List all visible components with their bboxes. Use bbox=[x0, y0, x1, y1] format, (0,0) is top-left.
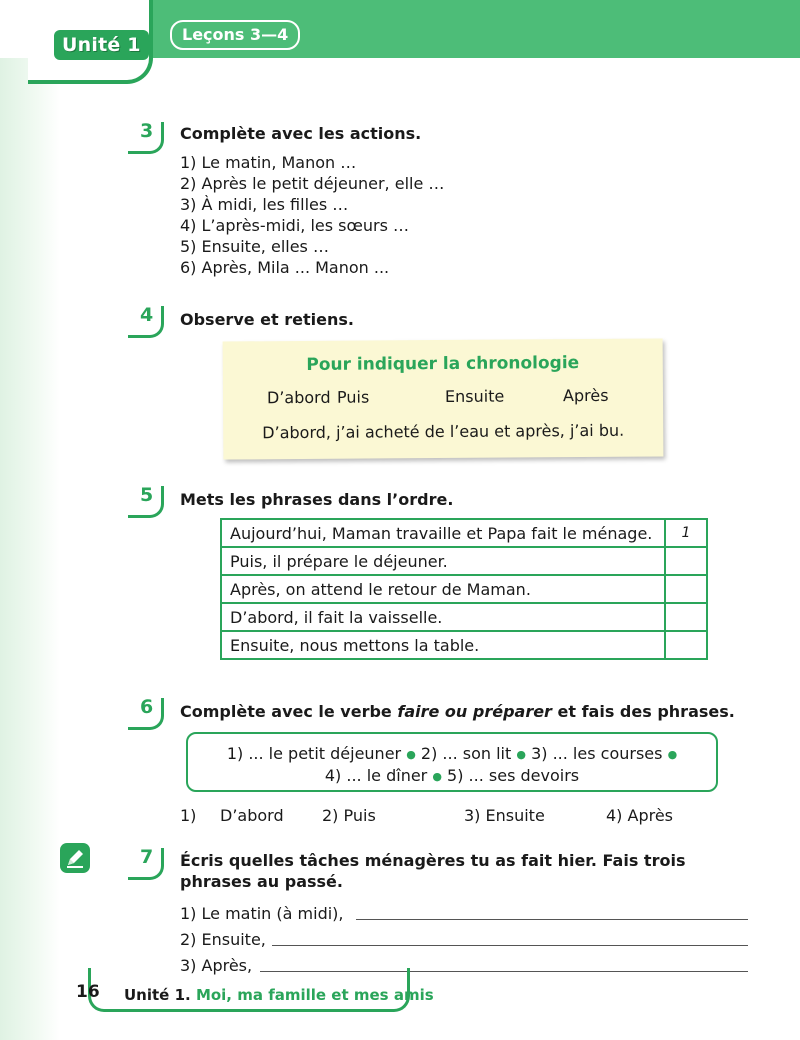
phrase-line-2 bbox=[188, 766, 716, 785]
list-item: 2) Après le petit déjeuner, elle … bbox=[180, 174, 445, 193]
order-cell[interactable] bbox=[665, 575, 707, 603]
write-line-label: 1) Le matin (à midi), bbox=[180, 904, 344, 923]
phrase-line-1 bbox=[188, 744, 716, 763]
list-item: 5) Ensuite, elles … bbox=[180, 237, 329, 256]
list-item: 4) L’après-midi, les sœurs … bbox=[180, 216, 410, 235]
exercise-7-number: 7 bbox=[128, 848, 168, 882]
list-item: 6) Après, Mila ... Manon ... bbox=[180, 258, 390, 277]
exercise-5-instruction: Mets les phrases dans l’ordre. bbox=[180, 490, 454, 509]
table-row bbox=[221, 631, 707, 659]
sentence-cell: Après, on attend le retour de Maman. bbox=[221, 575, 665, 603]
unit-badge: Unité 1 bbox=[54, 30, 149, 60]
phrase-item: 1) ... le petit déjeuner bbox=[226, 744, 402, 763]
exercise-6-number: 6 bbox=[128, 698, 168, 732]
table-row bbox=[221, 547, 707, 575]
exercise-3-number: 3 bbox=[128, 122, 168, 156]
phrase-item: 5) ... ses devoirs bbox=[447, 766, 580, 785]
phrase-box bbox=[186, 732, 718, 792]
write-line-label: 3) Après, bbox=[180, 956, 253, 975]
phrase-item: 3) ... les courses bbox=[531, 744, 663, 763]
chronology-words bbox=[223, 385, 663, 408]
exercise-4-number: 4 bbox=[128, 306, 168, 340]
word-ensuite: Ensuite bbox=[444, 386, 505, 406]
word-puis: Puis bbox=[336, 387, 370, 407]
lessons-badge: Leçons 3—4 bbox=[170, 20, 300, 50]
sequence-item: D’abord bbox=[220, 806, 284, 825]
phrase-item: 4) ... le dîner bbox=[324, 766, 428, 785]
table-row bbox=[221, 575, 707, 603]
order-cell[interactable] bbox=[665, 547, 707, 575]
order-cell[interactable]: 1 bbox=[665, 519, 707, 547]
pencil-icon bbox=[60, 843, 90, 873]
sequence-item: 3) Ensuite bbox=[464, 806, 545, 825]
footer-unit-title: Unité 1. Moi, ma famille et mes amis bbox=[124, 986, 434, 1004]
bullet-icon: ● bbox=[516, 748, 526, 761]
sentence-cell: Aujourd’hui, Maman travaille et Papa fait le ménage. bbox=[221, 519, 665, 547]
sentence-cell: Ensuite, nous mettons la table. bbox=[221, 631, 665, 659]
note-title: Pour indiquer la chronologie bbox=[306, 353, 580, 375]
exercise-4-instruction: Observe et retiens. bbox=[180, 310, 354, 329]
list-item: 3) À midi, les filles … bbox=[180, 195, 349, 214]
exercise-5-number: 5 bbox=[128, 486, 168, 520]
order-cell[interactable] bbox=[665, 603, 707, 631]
note-example: D’abord, j’ai acheté de l’eau et après, j’ai bu. bbox=[262, 420, 625, 443]
order-table bbox=[220, 518, 708, 660]
exercise-3-instruction: Complète avec les actions. bbox=[180, 124, 422, 143]
exercise-7-instruction: Écris quelles tâches ménagères tu as fait hier. Fais trois phrases au passé. bbox=[180, 851, 686, 891]
side-gradient bbox=[0, 0, 60, 1040]
sequence-item: 4) Après bbox=[606, 806, 674, 825]
answer-line-1[interactable] bbox=[356, 919, 748, 920]
sentence-cell: Puis, il prépare le déjeuner. bbox=[221, 547, 665, 575]
answer-line-2[interactable] bbox=[272, 945, 748, 946]
sequence-item: 2) Puis bbox=[322, 806, 376, 825]
exercise-3-list bbox=[180, 152, 444, 278]
bullet-icon: ● bbox=[667, 748, 678, 761]
bullet-icon: ● bbox=[432, 770, 442, 783]
page-number: 16 bbox=[76, 982, 100, 1002]
sequence-item: 1) bbox=[180, 806, 197, 825]
bullet-icon: ● bbox=[406, 748, 416, 761]
phrase-item: 2) ... son lit bbox=[420, 744, 512, 763]
chronology-note bbox=[223, 338, 664, 459]
word-dabord: D’abord bbox=[266, 387, 331, 408]
list-item: 1) Le matin, Manon … bbox=[180, 153, 357, 172]
order-cell[interactable] bbox=[665, 631, 707, 659]
table-row bbox=[221, 519, 707, 547]
exercise-6-instruction: Complète avec le verbe faire ou préparer et fais des phrases. bbox=[180, 702, 735, 721]
sentence-cell: D’abord, il fait la vaisselle. bbox=[221, 603, 665, 631]
table-row bbox=[221, 603, 707, 631]
verb-italic: faire ou préparer bbox=[397, 702, 552, 721]
word-apres: Après bbox=[562, 385, 609, 406]
write-line-label: 2) Ensuite, bbox=[180, 930, 266, 949]
